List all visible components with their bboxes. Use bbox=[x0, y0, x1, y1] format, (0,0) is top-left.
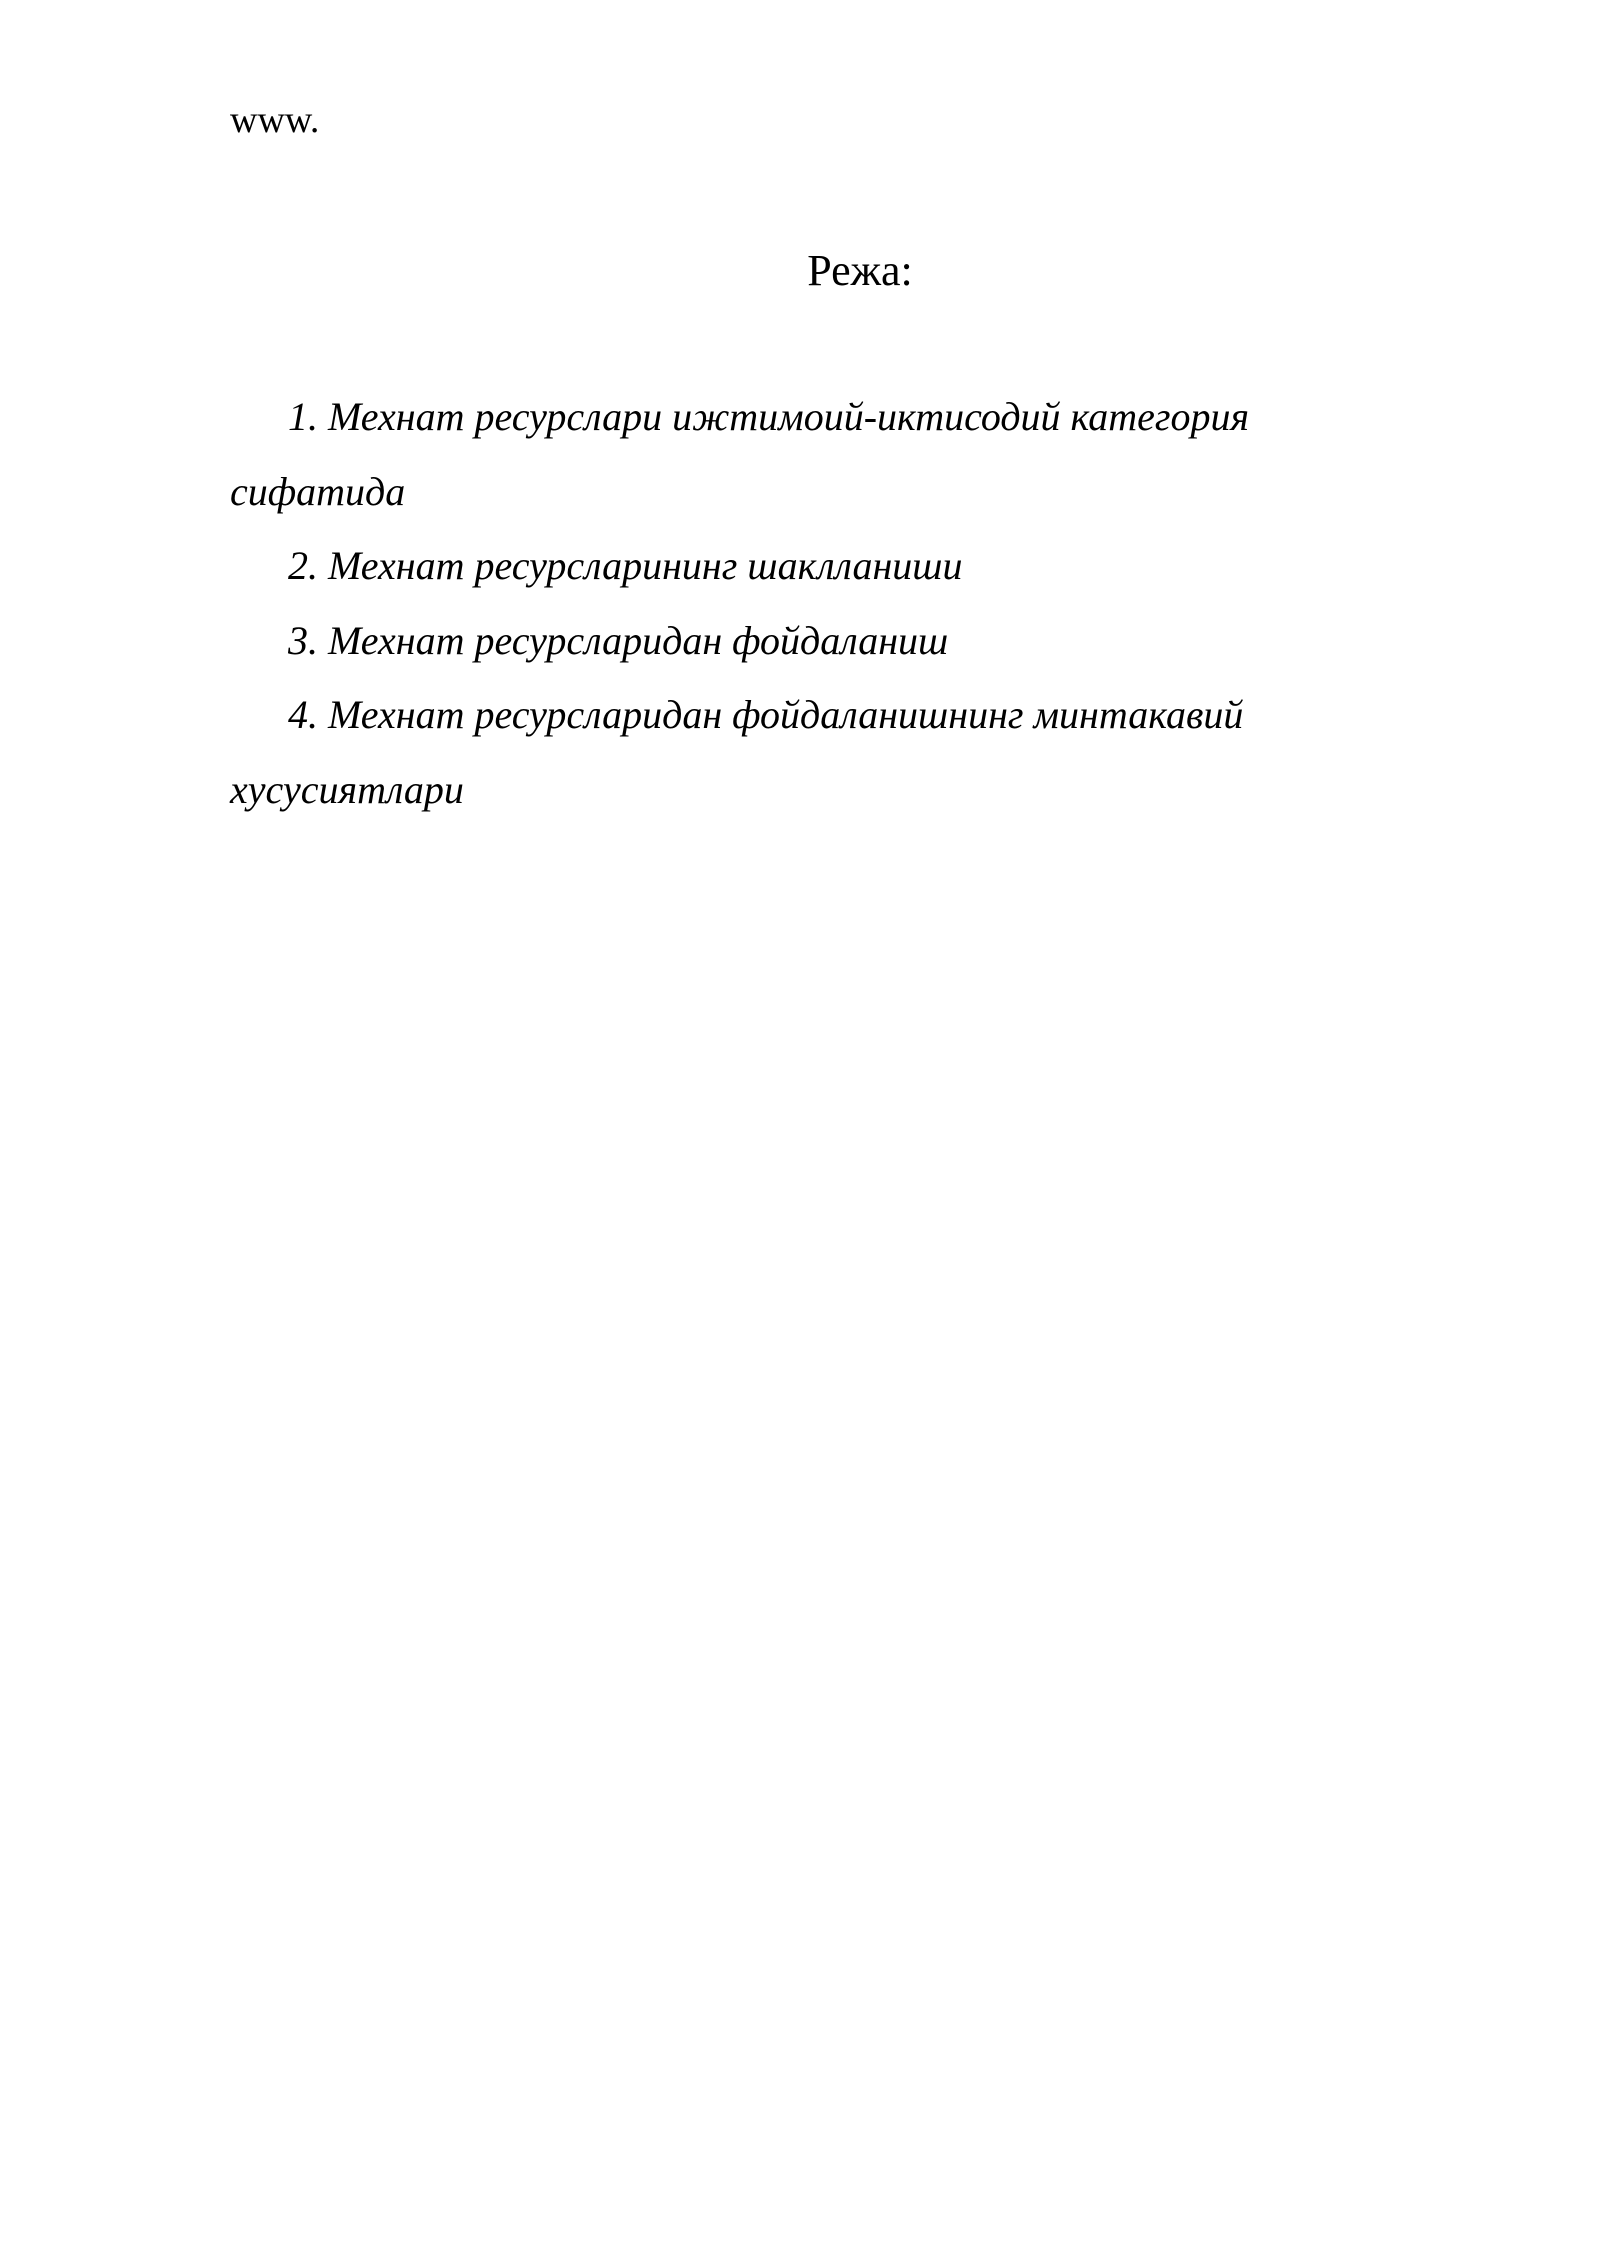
plan-item-2: 2. Мехнат ресурсларининг шаклланиши bbox=[288, 543, 963, 588]
plan-title: Режа: bbox=[807, 246, 913, 295]
plan-list bbox=[230, 380, 1370, 827]
plan-item-3: 3. Мехнат ресурсларидан фойдаланиш bbox=[288, 617, 949, 663]
header-url-text: www. bbox=[230, 99, 320, 141]
plan-item-4: 4. Мехнат ресурсларидан фойдаланишнинг минтакавий хусусиятлари bbox=[230, 692, 1244, 812]
plan-item-1: 1. Мехнат ресурслари ижтимоий-иктисодий категория сифатида bbox=[230, 394, 1250, 514]
